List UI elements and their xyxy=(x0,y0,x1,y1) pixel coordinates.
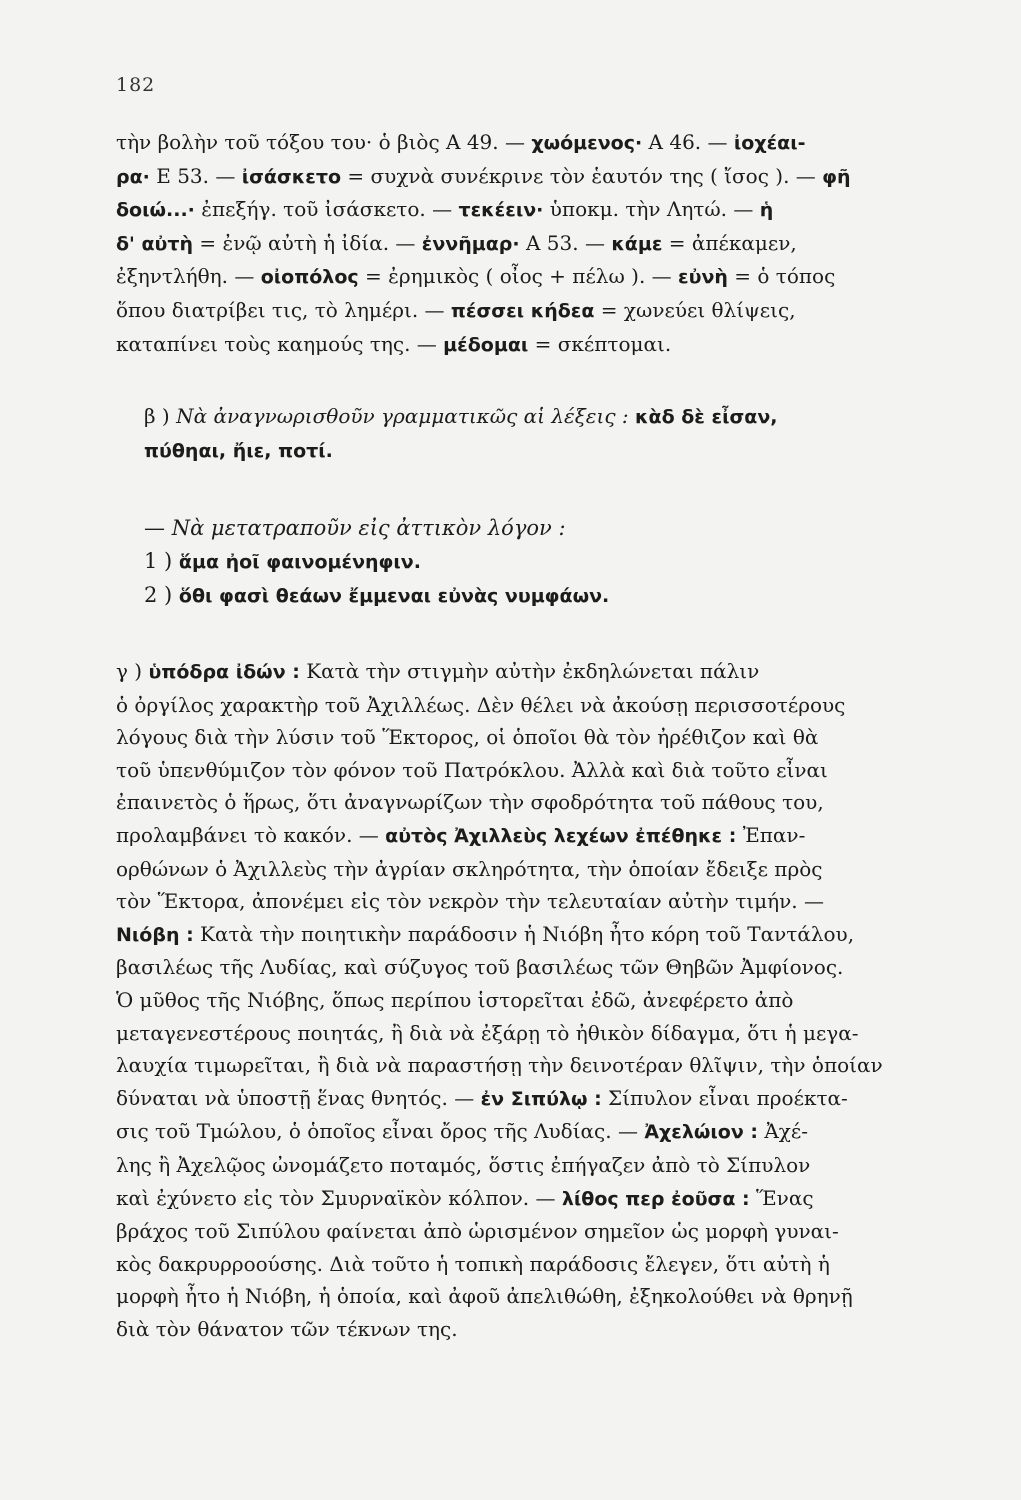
bold-lemma: ρα· xyxy=(116,165,150,188)
text-run: τοῦ ὑπενθύμιζον τὸν φόνον τοῦ Πατρόκλου. Ἀλλὰ καὶ διὰ τοῦτο εἶναι xyxy=(116,757,828,782)
text-line xyxy=(116,1248,936,1281)
bold-lemma: ἰοχέαι- xyxy=(733,132,806,154)
text-run: = σκέπτομαι. xyxy=(528,331,672,356)
text-run: γ ) xyxy=(116,659,149,683)
bold-lemma: μέδομαι xyxy=(443,333,529,356)
text-line xyxy=(116,126,936,160)
bold-lemma: πύθηαι, ἤιε, ποτί. xyxy=(144,439,333,462)
text-line xyxy=(116,1049,936,1082)
text-line xyxy=(116,1215,936,1248)
text-line xyxy=(116,655,936,689)
text-run: λόγους διὰ τὴν λύσιν τοῦ Ἕκτορος, οἱ ὁποῖοι θὰ τὸν ἠρέθιζον καὶ θὰ xyxy=(116,725,819,750)
text-line xyxy=(116,512,936,545)
bold-lemma: κάμε xyxy=(611,232,663,255)
text-line xyxy=(116,545,936,579)
bold-lemma: δ' αὐτὴ xyxy=(116,232,194,255)
bold-lemma: ὑπόδρα ἰδών : xyxy=(148,661,300,683)
text-line xyxy=(116,984,936,1017)
bold-lemma: πέσσει κήδεα xyxy=(450,299,595,322)
text-line xyxy=(116,1115,936,1149)
text-run: διὰ τὸν θάνατον τῶν τέκνων της. xyxy=(116,1316,458,1341)
text-line xyxy=(116,721,936,754)
text-run: ὅπου διατρίβει τις, τὸ λημέρι. — xyxy=(116,297,451,322)
bold-lemma: λίθος περ ἐοῦσα : xyxy=(561,1187,750,1210)
bold-lemma: ἰσάσκετο xyxy=(241,165,342,188)
page-number: 182 xyxy=(116,74,156,96)
text-line xyxy=(116,819,936,853)
text-run: Ἐπαν- xyxy=(736,822,806,847)
text-run: = ἀπέκαμεν, xyxy=(662,230,797,255)
text-run: ὑποκμ. τὴν Λητώ. — xyxy=(543,197,760,222)
text-run: = ἐρημικὸς ( οἶος + πέλω ). — xyxy=(358,264,679,289)
bold-lemma: χωόμενος· xyxy=(531,132,643,154)
text-line xyxy=(116,260,936,294)
text-line xyxy=(116,1017,936,1050)
text-run: ἐξηντλήθη. — xyxy=(116,264,261,289)
bold-lemma: κὰδ δὲ εἶσαν, xyxy=(635,406,778,428)
text-line xyxy=(116,1149,936,1182)
text-run: βασιλέως τῆς Λυδίας, καὶ σύζυγος τοῦ βασιλέως τῶν Θηβῶν Ἀμφίονος. xyxy=(116,955,844,980)
text-run: μεταγενεστέρους ποιητάς, ἢ διὰ νὰ ἐξάρῃ τὸ ἠθικὸν δίδαγμα, ὅτι ἡ μεγα- xyxy=(116,1020,859,1045)
text-run: βράχος τοῦ Σιπύλου φαίνεται ἀπὸ ὡρισμένον σημεῖον ὡς μορφὴ γυναι- xyxy=(116,1219,839,1244)
commentary-paragraph xyxy=(116,655,936,1345)
bold-lemma: εὐνὴ xyxy=(678,266,728,289)
text-line xyxy=(116,160,936,194)
text-run: τὴν βολὴν τοῦ τόξου του· ὁ βιὸς Α 49. — xyxy=(116,130,532,154)
bold-lemma: οἰοπόλος xyxy=(260,266,359,289)
text-run: 2 ) xyxy=(144,583,179,607)
text-run: = ἐνῷ αὐτὴ ἡ ἰδία. — xyxy=(193,230,422,255)
grammar-exercise xyxy=(116,400,964,467)
text-line xyxy=(116,885,936,918)
bold-lemma: ἐννῆμαρ· xyxy=(421,232,520,255)
text-run: ὁ ὀργίλος χαρακτὴρ τοῦ Ἀχιλλέως. Δὲν θέλει νὰ ἀκούσῃ περισσοτέρους xyxy=(116,692,846,717)
text-line xyxy=(116,1082,936,1116)
text-line xyxy=(116,1182,936,1216)
text-line xyxy=(116,1280,936,1313)
bold-lemma: φῆ xyxy=(822,165,851,188)
text-run: καὶ ἐχύνετο εἰς τὸν Σμυρναϊκὸν κόλπον. — xyxy=(116,1185,562,1210)
text-run: Α 46. — xyxy=(642,130,734,154)
bold-lemma: ὅθι φασὶ θεάων ἔμμεναι εὐνὰς νυμφάων. xyxy=(178,585,610,607)
text-line xyxy=(116,754,936,787)
text-run: ἐπαινετὸς ὁ ἥρως, ὅτι ἀναγνωρίζων τὴν σφοδρότητα τοῦ πάθους του, xyxy=(116,790,824,815)
text-run: = ὁ τόπος xyxy=(727,264,836,289)
text-line xyxy=(116,786,936,819)
text-line xyxy=(116,951,936,984)
text-line xyxy=(116,193,936,227)
text-run: = χωνεύει θλίψεις, xyxy=(594,297,796,322)
text-run: Ὁ μῦθος τῆς Νιόβης, ὅπως περίπου ἱστορεῖται ἐδῶ, ἀνεφέρετο ἀπὸ xyxy=(116,987,794,1012)
bold-lemma: ἅμα ἠοῖ φαινομένηφιν. xyxy=(178,551,421,573)
text-line xyxy=(116,579,936,613)
bold-lemma: αὐτὸς Ἀχιλλεὺς λεχέων ἐπέθηκε : xyxy=(385,824,737,847)
text-run: Σίπυλον εἶναι προέκτα- xyxy=(601,1085,848,1110)
text-line xyxy=(116,328,936,362)
text-run: Ἕνας xyxy=(749,1185,814,1210)
text-line xyxy=(144,434,964,468)
bold-lemma: ἐν Σιπύλῳ : xyxy=(480,1087,602,1110)
text-run: καταπίνει τοὺς καημούς της. — xyxy=(116,331,444,356)
text-run: λαυχία τιμωρεῖται, ἢ διὰ νὰ παραστήσῃ τὴν δεινοτέραν θλῖψιν, τὴν ὁποίαν xyxy=(116,1053,883,1078)
bold-lemma: Ἀχελώιον : xyxy=(644,1121,758,1144)
text-run: = συχνὰ συνέκρινε τὸν ἑαυτόν της ( ἴσος ). — xyxy=(341,163,823,188)
text-run: σις τοῦ Τμώλου, ὁ ὁποῖος εἶναι ὄρος τῆς Λυδίας. — xyxy=(116,1119,645,1144)
text-run: ορθώνων ὁ Ἀχιλλεὺς τὴν ἀγρίαν σκληρότητα, τὴν ὁποίαν ἔδειξε πρὸς xyxy=(116,856,823,881)
text-line xyxy=(116,294,936,328)
text-run: Κατὰ τὴν ποιητικὴν παράδοσιν ἡ Νιόβη ἦτο κόρη τοῦ Ταντάλου, xyxy=(193,921,855,946)
italic-instruction: Νὰ μετατραποῦν εἰς ἀττικὸν λόγον : xyxy=(171,516,566,540)
text-run: Κατὰ τὴν στιγμὴν αὐτὴν ἐκδηλώνεται πάλιν xyxy=(299,659,760,683)
bold-lemma: δοιώ...· xyxy=(116,199,195,222)
translation-exercise xyxy=(116,512,936,613)
bold-lemma: ἡ xyxy=(759,199,774,222)
text-run: 1 ) xyxy=(144,549,179,573)
bold-lemma: Νιόβη : xyxy=(116,923,194,946)
text-run: μορφὴ ἦτο ἡ Νιόβη, ἡ ὁποία, καὶ ἀφοῦ ἀπελιθώθη, ἐξηκολούθει νὰ θρηνῇ xyxy=(116,1284,853,1309)
notes-paragraph xyxy=(116,126,936,361)
italic-instruction: Νὰ ἀναγνωρισθοῦν γραμματικῶς αἱ λέξεις : xyxy=(176,404,629,428)
text-run: τὸν Ἕκτορα, ἀπονέμει εἰς τὸν νεκρὸν τὴν τελευταίαν αὐτὴν τιμήν. — xyxy=(116,889,824,914)
text-line xyxy=(144,400,964,434)
text-run: — xyxy=(144,516,172,540)
text-line xyxy=(116,689,936,722)
text-run: ἐπεξήγ. τοῦ ἰσάσκετο. — xyxy=(194,197,459,222)
text-run: προλαμβάνει τὸ κακόν. — xyxy=(116,822,386,847)
text-line xyxy=(116,1313,936,1346)
text-line xyxy=(116,853,936,886)
bold-lemma: τεκέειν· xyxy=(458,199,544,222)
text-run: β ) xyxy=(144,404,177,428)
text-run: Α 53. — xyxy=(519,230,612,255)
text-run: δύναται νὰ ὑποστῇ ἕνας θνητός. — xyxy=(116,1085,481,1110)
text-line xyxy=(116,227,936,261)
text-run: λης ἢ Ἀχελῷος ὠνομάζετο ποταμός, ὅστις ἐπήγαζεν ἀπὸ τὸ Σίπυλον xyxy=(116,1152,811,1177)
text-run: κὸς δακρυρροούσης. Διὰ τοῦτο ἡ τοπικὴ παράδοσις ἔλεγεν, ὅτι αὐτὴ ἡ xyxy=(116,1251,830,1276)
text-line xyxy=(116,918,936,952)
text-run: Ε 53. — xyxy=(149,163,242,188)
text-run: Ἀχέ- xyxy=(758,1119,809,1144)
